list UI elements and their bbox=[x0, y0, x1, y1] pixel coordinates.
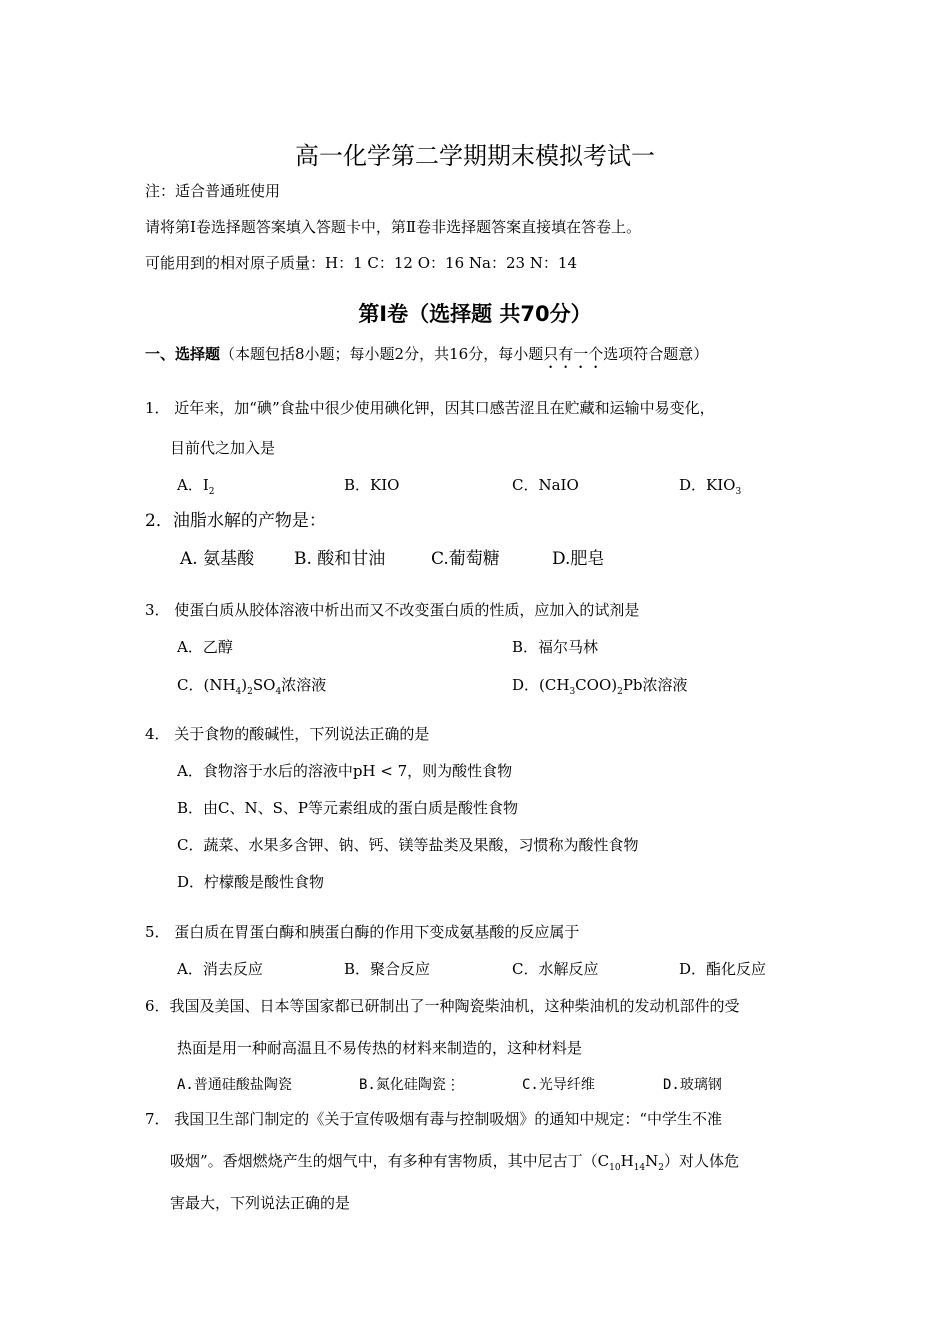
q6-stem-cont: 热面是用一种耐高温且不易传热的材料来制造的，这种材料是 bbox=[177, 1039, 583, 1057]
part-emphasis: 只有一个 bbox=[543, 345, 604, 363]
q6-stem: 6．我国及美国、日本等国家都已研制出了一种陶瓷柴油机，这种柴油机的发动机部件的受 bbox=[145, 997, 740, 1015]
q3-option-c: C．$(NH_4)_2SO_4$浓溶液 bbox=[177, 676, 327, 697]
q7-stem-end: 害最大，下列说法正确的是 bbox=[170, 1194, 351, 1212]
part-heading bbox=[145, 344, 708, 372]
note-atomic-masses: 可能用到的相对原子质量：H：1 C：12 O：16 Na：23 N：14 bbox=[145, 254, 578, 272]
q5-option-a: A．消去反应 bbox=[177, 960, 263, 978]
q3-option-d: D．$(CH_3COO)_2Pb$浓溶液 bbox=[512, 676, 688, 697]
q1-stem: 1． 近年来，加“碘”食盐中很少使用碘化钾，因其口感苦涩且在贮藏和运输中易变化， bbox=[145, 399, 715, 417]
q1-option-a: A．$I_2$ bbox=[177, 476, 215, 497]
q7-stem: 7． 我国卫生部门制定的《关于宣传吸烟有毒与控制吸烟》的通知中规定：“中学生不准 bbox=[145, 1110, 722, 1128]
q4-option-a: A．食物溶于水后的溶液中pH < 7，则为酸性食物 bbox=[177, 762, 513, 780]
q5-option-c: C．水解反应 bbox=[512, 960, 599, 978]
q3-stem: 3． 使蛋白质从胶体溶液中析出而又不改变蛋白质的性质，应加入的试剂是 bbox=[145, 601, 640, 619]
q6-option-c: C.光导纤维 bbox=[522, 1077, 595, 1093]
q2-option-a: A. 氨基酸 bbox=[180, 549, 255, 569]
q3-option-b: B．福尔马林 bbox=[512, 638, 599, 656]
q4-option-b: B．由C、N、S、P等元素组成的蛋白质是酸性食物 bbox=[177, 799, 518, 817]
q2-option-b: B. 酸和甘油 bbox=[294, 549, 386, 569]
part-tail: 选项符合题意） bbox=[603, 345, 709, 363]
q7-stem-cont: 吸烟”。香烟燃烧产生的烟气中，有多种有害物质，其中尼古丁$(C_{10}H_{14}N_2)$对人体危 bbox=[170, 1152, 740, 1173]
q1-option-c: C．NaIO bbox=[512, 476, 579, 494]
note-usage: 注：适合普通班使用 bbox=[145, 182, 281, 200]
q2-option-c: C.葡萄糖 bbox=[431, 549, 500, 569]
q3-option-a: A．乙醇 bbox=[177, 638, 233, 656]
q4-option-d: D．柠檬酸是酸性食物 bbox=[177, 873, 325, 891]
note-instructions: 请将第Ⅰ卷选择题答案填入答题卡中，第Ⅱ卷非选择题答案直接填在答卷上。 bbox=[145, 218, 642, 236]
part-label: 一、选择题 bbox=[145, 345, 221, 363]
q5-option-d: D．酯化反应 bbox=[679, 960, 767, 978]
page-title: 高一化学第二学期期末模拟考试一 bbox=[295, 142, 655, 170]
q6-option-b: B.氮化硅陶瓷⋮ bbox=[359, 1077, 460, 1093]
q6-option-d: D.玻璃钢 bbox=[663, 1077, 722, 1093]
q1-option-d: D．$KIO_3$ bbox=[679, 476, 742, 497]
q2-stem: 2．油脂水解的产物是： bbox=[145, 511, 326, 531]
q1-option-b: B．KIO bbox=[344, 476, 400, 494]
part-description: （本题包括8小题；每小题2分，共16分，每小题 bbox=[220, 345, 544, 363]
q1-stem-cont: 目前代之加入是 bbox=[170, 439, 276, 457]
q5-stem: 5． 蛋白质在胃蛋白酶和胰蛋白酶的作用下变成氨基酸的反应属于 bbox=[145, 923, 580, 941]
q4-stem: 4． 关于食物的酸碱性，下列说法正确的是 bbox=[145, 725, 430, 743]
section-title: 第Ⅰ卷（选择题 共70分） bbox=[358, 302, 592, 326]
q2-option-d: D.肥皂 bbox=[552, 549, 605, 569]
q5-option-b: B．聚合反应 bbox=[344, 960, 431, 978]
q6-option-a: A.普通硅酸盐陶瓷 bbox=[177, 1077, 292, 1093]
q4-option-c: C．蔬菜、水果多含钾、钠、钙、镁等盐类及果酸，习惯称为酸性食物 bbox=[177, 836, 639, 854]
